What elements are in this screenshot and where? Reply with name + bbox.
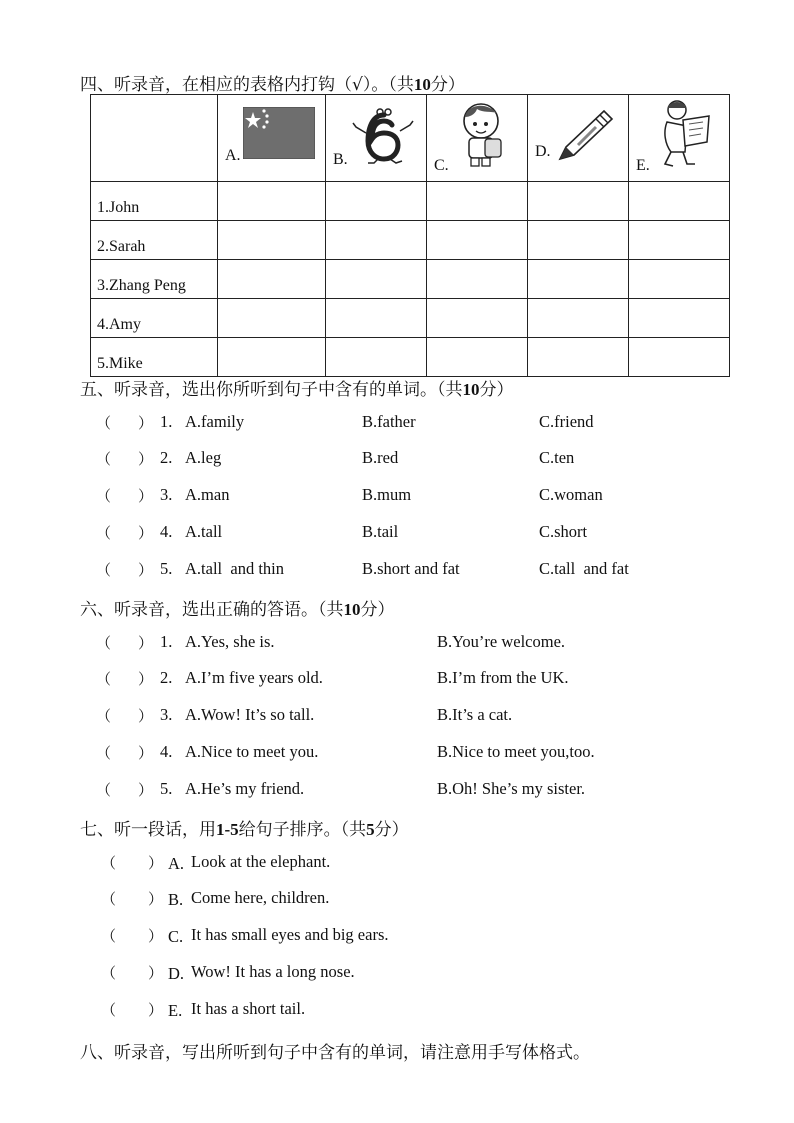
option-a: A.I’m five years old. bbox=[185, 668, 323, 687]
answer-blank[interactable]: （ bbox=[96, 524, 112, 542]
table-row-amy bbox=[91, 299, 730, 338]
china-flag-icon bbox=[243, 107, 315, 159]
check-cell[interactable] bbox=[528, 260, 629, 299]
check-cell[interactable] bbox=[528, 338, 629, 377]
option-b: B.short and fat bbox=[362, 559, 460, 578]
section-5-title: 五、听录音，选出你所听到句子中含有的单词。（共10分） bbox=[80, 380, 514, 400]
name-cell: 4.Amy bbox=[91, 299, 218, 338]
option-a-cell: A. bbox=[218, 95, 326, 182]
check-cell[interactable] bbox=[427, 221, 528, 260]
check-cell[interactable] bbox=[427, 338, 528, 377]
order-blank[interactable]: （ bbox=[101, 1001, 117, 1019]
option-c-cell: C. bbox=[427, 95, 528, 182]
answer-blank[interactable]: （ bbox=[96, 414, 112, 432]
order-blank[interactable]: （ bbox=[101, 927, 117, 945]
option-b: B.Oh! She’s my sister. bbox=[437, 779, 586, 798]
option-b: B.tail bbox=[362, 522, 399, 541]
option-c: C.friend bbox=[539, 412, 594, 431]
table-row-john bbox=[91, 182, 730, 221]
name-cell: 5.Mike bbox=[91, 338, 218, 377]
option-b: B.mum bbox=[362, 485, 412, 504]
check-cell[interactable] bbox=[528, 182, 629, 221]
option-a: A.Nice to meet you. bbox=[185, 742, 319, 761]
boy-with-backpack-icon bbox=[455, 99, 511, 169]
check-cell[interactable] bbox=[629, 221, 730, 260]
order-blank[interactable]: （ bbox=[101, 890, 117, 908]
table-row-zhang-peng bbox=[91, 260, 730, 299]
option-c: C.woman bbox=[539, 485, 603, 504]
option-b: B.It’s a cat. bbox=[437, 705, 513, 724]
check-cell[interactable] bbox=[218, 221, 326, 260]
option-a: A.He’s my friend. bbox=[185, 779, 305, 798]
answer-blank[interactable]: （ bbox=[96, 781, 112, 799]
check-cell[interactable] bbox=[427, 299, 528, 338]
option-b: B.You’re welcome. bbox=[437, 632, 566, 651]
option-a: A.tall bbox=[185, 522, 223, 541]
answer-blank[interactable]: （ bbox=[96, 670, 112, 688]
check-cell[interactable] bbox=[218, 260, 326, 299]
option-b-cell: B. bbox=[326, 95, 427, 182]
answer-blank[interactable]: （ bbox=[96, 487, 112, 505]
check-cell[interactable] bbox=[629, 182, 730, 221]
option-e-cell: E. bbox=[629, 95, 730, 182]
section-8-title: 八、听录音，写出所听到句子中含有的单词，请注意用手写体格式。 bbox=[80, 1043, 590, 1063]
option-b: B.red bbox=[362, 448, 399, 467]
sentence-text: Look at the elephant. bbox=[191, 852, 331, 871]
pen-icon bbox=[556, 105, 616, 163]
check-cell[interactable] bbox=[528, 221, 629, 260]
check-cell[interactable] bbox=[326, 221, 427, 260]
sentence-text: Wow! It has a long nose. bbox=[191, 962, 355, 981]
check-cell[interactable] bbox=[326, 299, 427, 338]
number-six-icon bbox=[350, 103, 416, 165]
option-c: C.short bbox=[539, 522, 588, 541]
answer-blank[interactable]: （ bbox=[96, 634, 112, 652]
option-a: A.tall and thin bbox=[185, 559, 284, 578]
check-cell[interactable] bbox=[629, 299, 730, 338]
section-6-title: 六、听录音，选出正确的答语。（共10分） bbox=[80, 600, 395, 620]
check-cell[interactable] bbox=[629, 260, 730, 299]
check-cell[interactable] bbox=[629, 338, 730, 377]
check-cell[interactable] bbox=[326, 338, 427, 377]
option-a: A.Wow! It’s so tall. bbox=[185, 705, 315, 724]
section-7-title: 七、听一段话，用1-5给句子排序。（共5分） bbox=[80, 820, 409, 840]
answer-table bbox=[90, 94, 730, 377]
check-cell[interactable] bbox=[528, 299, 629, 338]
sentence-text: Come here, children. bbox=[191, 888, 330, 907]
man-reading-map-icon bbox=[657, 98, 713, 170]
section-4-title: 四、听录音，在相应的表格内打钩（√）。（共10分） bbox=[80, 75, 465, 95]
option-c: C.tall and fat bbox=[539, 559, 629, 578]
option-a: A.family bbox=[185, 412, 245, 431]
option-b: B.I’m from the UK. bbox=[437, 668, 569, 687]
answer-blank[interactable]: （ bbox=[96, 744, 112, 762]
check-cell[interactable] bbox=[218, 299, 326, 338]
table-corner-cell bbox=[91, 95, 218, 182]
name-cell: 1.John bbox=[91, 182, 218, 221]
sentence-text: It has a short tail. bbox=[191, 999, 306, 1018]
option-a: A.Yes, she is. bbox=[185, 632, 275, 651]
check-cell[interactable] bbox=[326, 182, 427, 221]
option-b: B.father bbox=[362, 412, 416, 431]
table-header-row bbox=[91, 95, 730, 182]
sentence-text: It has small eyes and big ears. bbox=[191, 925, 389, 944]
answer-blank[interactable]: （ bbox=[96, 707, 112, 725]
check-cell[interactable] bbox=[427, 260, 528, 299]
check-cell[interactable] bbox=[218, 338, 326, 377]
name-cell: 3.Zhang Peng bbox=[91, 260, 218, 299]
name-cell: 2.Sarah bbox=[91, 221, 218, 260]
option-a: A.man bbox=[185, 485, 230, 504]
option-d-cell: D. bbox=[528, 95, 629, 182]
table-row-sarah bbox=[91, 221, 730, 260]
option-b: B.Nice to meet you,too. bbox=[437, 742, 595, 761]
order-blank[interactable]: （ bbox=[101, 964, 117, 982]
check-cell[interactable] bbox=[427, 182, 528, 221]
option-a: A.leg bbox=[185, 448, 222, 467]
answer-blank[interactable]: （ bbox=[96, 450, 112, 468]
order-blank[interactable]: （ bbox=[101, 854, 117, 872]
option-c: C.ten bbox=[539, 448, 575, 467]
table-row-mike bbox=[91, 338, 730, 377]
check-cell[interactable] bbox=[326, 260, 427, 299]
check-cell[interactable] bbox=[218, 182, 326, 221]
answer-blank[interactable]: （ bbox=[96, 561, 112, 579]
